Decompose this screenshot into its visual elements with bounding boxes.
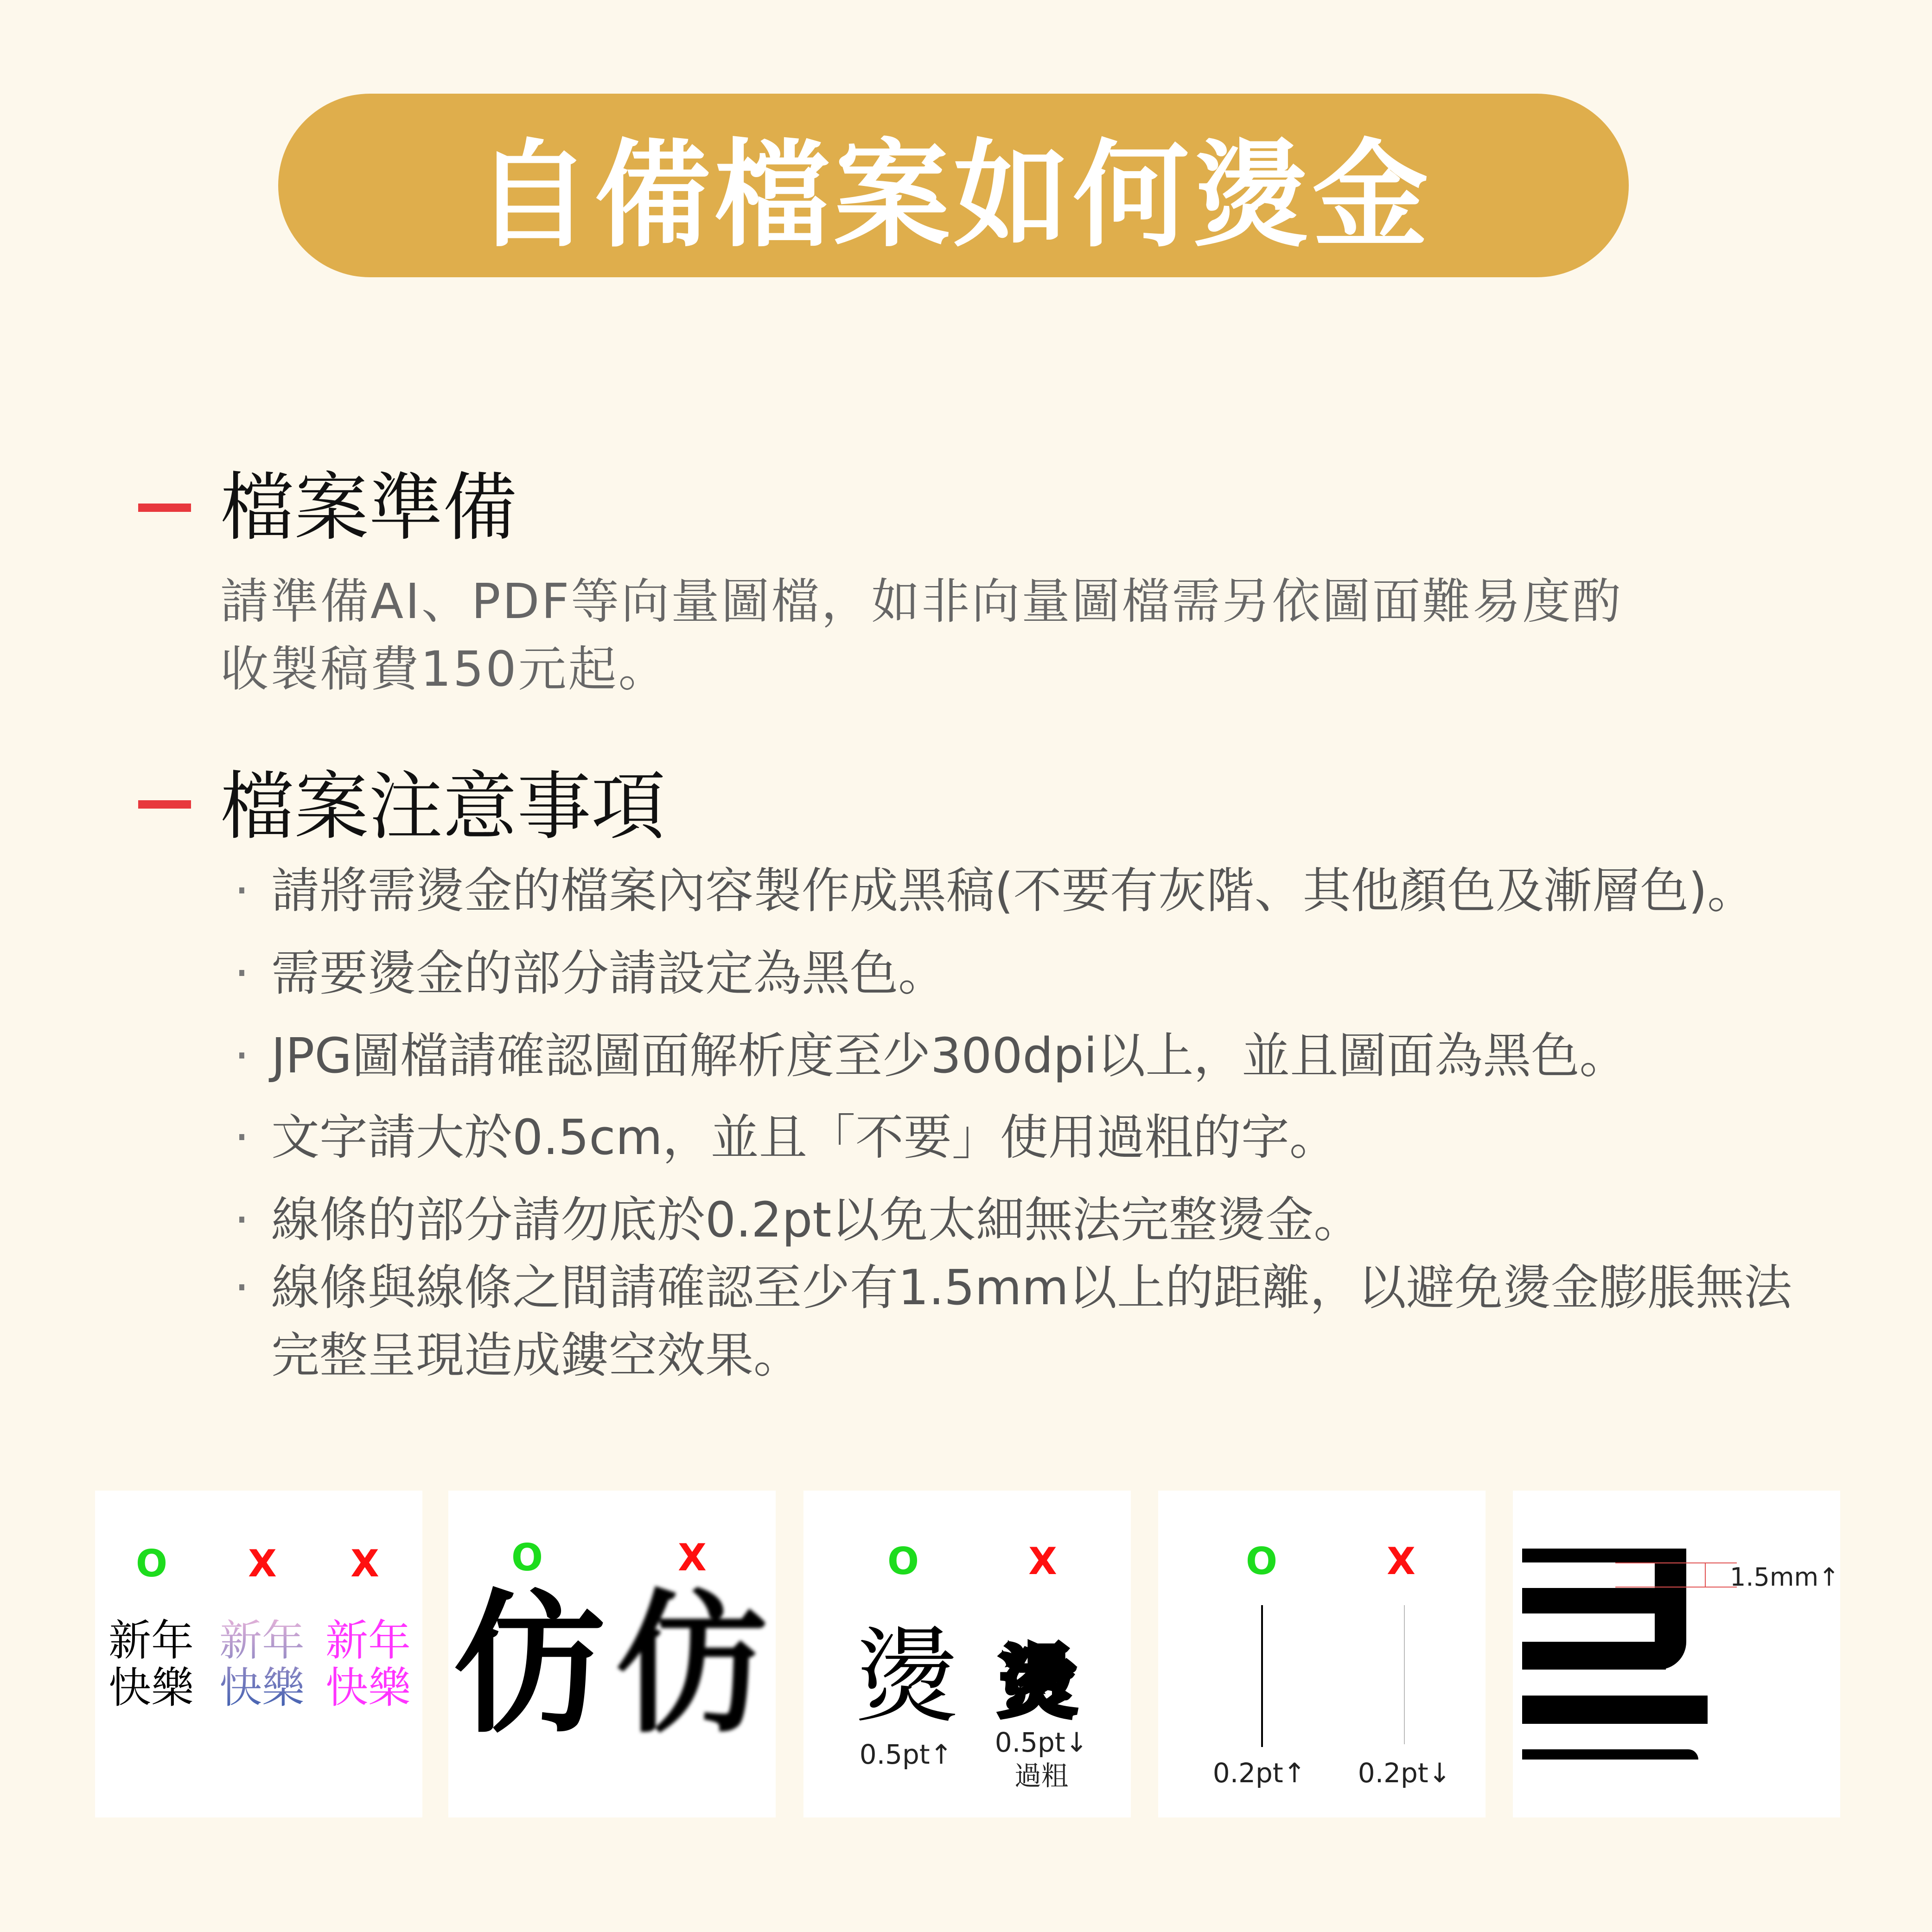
ng-mark: X	[1028, 1540, 1057, 1583]
notes-list	[234, 862, 1792, 1399]
bullet-dot: ·	[234, 862, 250, 919]
ok-mark: O	[135, 1542, 168, 1585]
list-item	[234, 1027, 1792, 1113]
sample-normal: 燙	[854, 1616, 959, 1738]
prep-line: 請準備AI、PDF等向量圖檔，如非向量圖檔需另依圖面難易度酌	[220, 573, 1623, 630]
sample-magenta: 新年 快樂	[325, 1616, 411, 1713]
bullet-text: 需要燙金的部分請設定為黑色。	[271, 945, 947, 1001]
bullet-dot: ·	[234, 1259, 250, 1316]
sample-sharp: 仿	[453, 1575, 606, 1753]
ng-mark: X	[678, 1536, 707, 1579]
bullet-text: 完整呈現造成鏤空效果。	[271, 1327, 802, 1384]
list-item	[234, 1192, 1792, 1263]
bullet-text: 線條的部分請勿底於0.2pt以免太細無法完整燙金。	[271, 1192, 1362, 1248]
measure-line	[1615, 1562, 1737, 1563]
shape-bar	[1522, 1749, 1698, 1760]
ng-mark: X	[248, 1542, 277, 1585]
ng-mark: X	[351, 1542, 379, 1585]
example-panel-color	[95, 1491, 422, 1817]
ng-note: 過粗	[1014, 1760, 1069, 1792]
section-heading-prep: 檔案準備	[220, 464, 517, 551]
bullet-text: 線條與線條之間請確認至少有1.5mm以上的距離，以避免燙金膨脹無法	[271, 1259, 1792, 1316]
sample-pixelated: 仿	[615, 1575, 768, 1753]
ok-mark: O	[511, 1536, 543, 1579]
list-item-continued	[234, 1327, 1792, 1399]
sample-gradient: 新年 快樂	[219, 1616, 305, 1713]
shape-bar	[1522, 1588, 1686, 1613]
example-panel-line	[1158, 1491, 1486, 1817]
section-heading-notes: 檔案注意事項	[220, 763, 666, 850]
example-panel-weight	[803, 1491, 1131, 1817]
bullet-dot: ·	[234, 1192, 250, 1248]
bullet-text: JPG圖檔請確認圖面解析度至少300dpi以上，並且圖面為黑色。	[271, 1027, 1628, 1084]
page-title: 自備檔案如何燙金	[475, 128, 1432, 263]
list-item	[234, 1109, 1792, 1196]
ok-label: 0.2pt↑	[1212, 1757, 1306, 1789]
sample-black: 新年 快樂	[108, 1616, 194, 1713]
example-panel-resolution	[448, 1491, 776, 1817]
ng-label: 0.5pt↓	[995, 1727, 1088, 1758]
prep-line: 收製稿費150元起。	[220, 641, 669, 697]
bullet-text: 請將需燙金的檔案內容製作成黑稿(不要有灰階、其他顏色及漸層色)。	[271, 862, 1756, 919]
thin-line	[1404, 1605, 1405, 1744]
thick-line	[1261, 1605, 1263, 1747]
prep-text	[220, 567, 1622, 703]
section-dash	[138, 800, 191, 809]
bullet-text: 文字請大於0.5cm，並且「不要」使用過粗的字。	[271, 1109, 1338, 1166]
bullet-dot: ·	[234, 1027, 250, 1084]
list-item	[234, 862, 1792, 949]
ng-label: 0.2pt↓	[1358, 1757, 1451, 1789]
list-item	[234, 945, 1792, 1032]
bullet-dot: ·	[234, 1109, 250, 1166]
example-panel-spacing	[1513, 1491, 1840, 1817]
bullet-dot: ·	[234, 945, 250, 1001]
spacing-label: 1.5mm↑	[1730, 1562, 1840, 1592]
ok-label: 0.5pt↑	[859, 1739, 953, 1770]
shape-bar	[1522, 1696, 1708, 1724]
measure-line	[1615, 1587, 1737, 1588]
title-banner	[278, 94, 1629, 277]
section-dash	[138, 504, 191, 512]
ok-mark: O	[1245, 1540, 1278, 1583]
shape-bar	[1522, 1642, 1666, 1670]
measure-tick	[1705, 1563, 1706, 1587]
sample-bold: 燙	[998, 1637, 1078, 1729]
list-item	[234, 1259, 1792, 1331]
ok-mark: O	[887, 1540, 919, 1583]
ng-mark: X	[1387, 1540, 1416, 1583]
